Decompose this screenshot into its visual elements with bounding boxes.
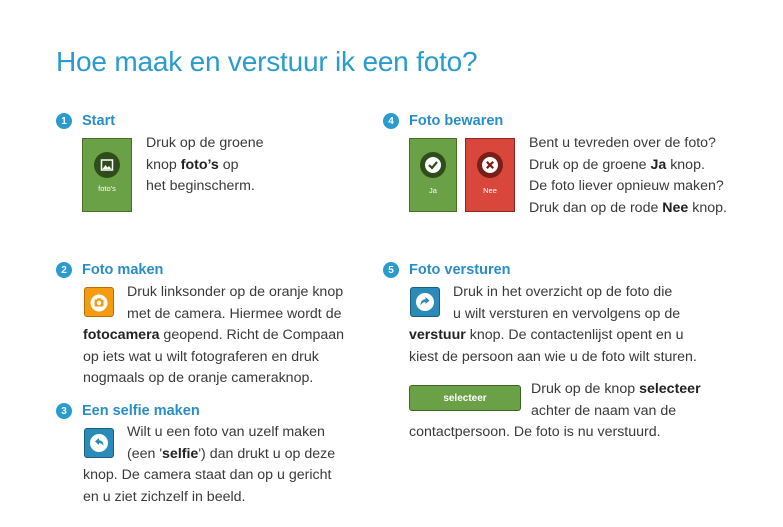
close-icon: [477, 152, 503, 178]
step-1-header: [56, 113, 115, 129]
select-button[interactable]: selecteer: [409, 385, 521, 411]
step-number: 3: [56, 403, 72, 419]
step-title: Foto bewaren: [409, 113, 504, 129]
no-tile[interactable]: [465, 138, 515, 212]
photos-tile[interactable]: [82, 138, 132, 212]
yes-tile[interactable]: [409, 138, 457, 212]
step-number: 4: [383, 113, 399, 129]
step-title: Start: [82, 113, 116, 129]
step-number: 5: [383, 262, 399, 278]
step-2-text: Druk linksonder op de oranje knop met de camera. Hiermee wordt de fotocamera geopend. Richt de Compaan op iets wat u wilt fotograferen en druk nogmaals op de oranje cameraknop.: [83, 284, 345, 386]
page-title: Hoe maak en verstuur ik een foto?: [56, 46, 478, 77]
image-icon: [94, 152, 120, 178]
step-4-text: Bent u tevreden over de foto? Druk op de groene Ja knop. De foto liever opnieuw maken? Druk dan op de rode Nee knop.: [529, 135, 727, 216]
step-5-text-2: Druk op de knop selecteer achter de naam van de contactpersoon. De foto is nu verstuurd.: [409, 381, 701, 440]
step-3-header: [56, 403, 200, 419]
check-icon: [420, 152, 446, 178]
step-3-text: Wilt u een foto van uzelf maken (een 'selfie') dan drukt u op deze knop. De camera staat dan op u gericht en u ziet zichzelf in beeld.: [83, 424, 336, 505]
step-title: Een selfie maken: [82, 403, 200, 419]
step-5-header: [383, 262, 511, 278]
tile-label: foto's: [98, 184, 116, 193]
no-label: Nee: [483, 186, 497, 195]
step-title: Foto maken: [82, 262, 164, 278]
step-title: Foto versturen: [409, 262, 511, 278]
step-number: 2: [56, 262, 72, 278]
yes-label: Ja: [429, 186, 437, 195]
step-4-header: [383, 113, 503, 129]
step-5-text: Druk in het overzicht op de foto die u wilt versturen en vervolgens op de verstuur knop. De contactenlijst opent en u kiest de persoon aan wie u de foto wilt sturen.: [409, 284, 697, 365]
step-1-text: Druk op de groene knop foto’s op het beginscherm.: [146, 135, 264, 194]
step-number: 1: [56, 113, 72, 129]
step-2-header: [56, 262, 163, 278]
